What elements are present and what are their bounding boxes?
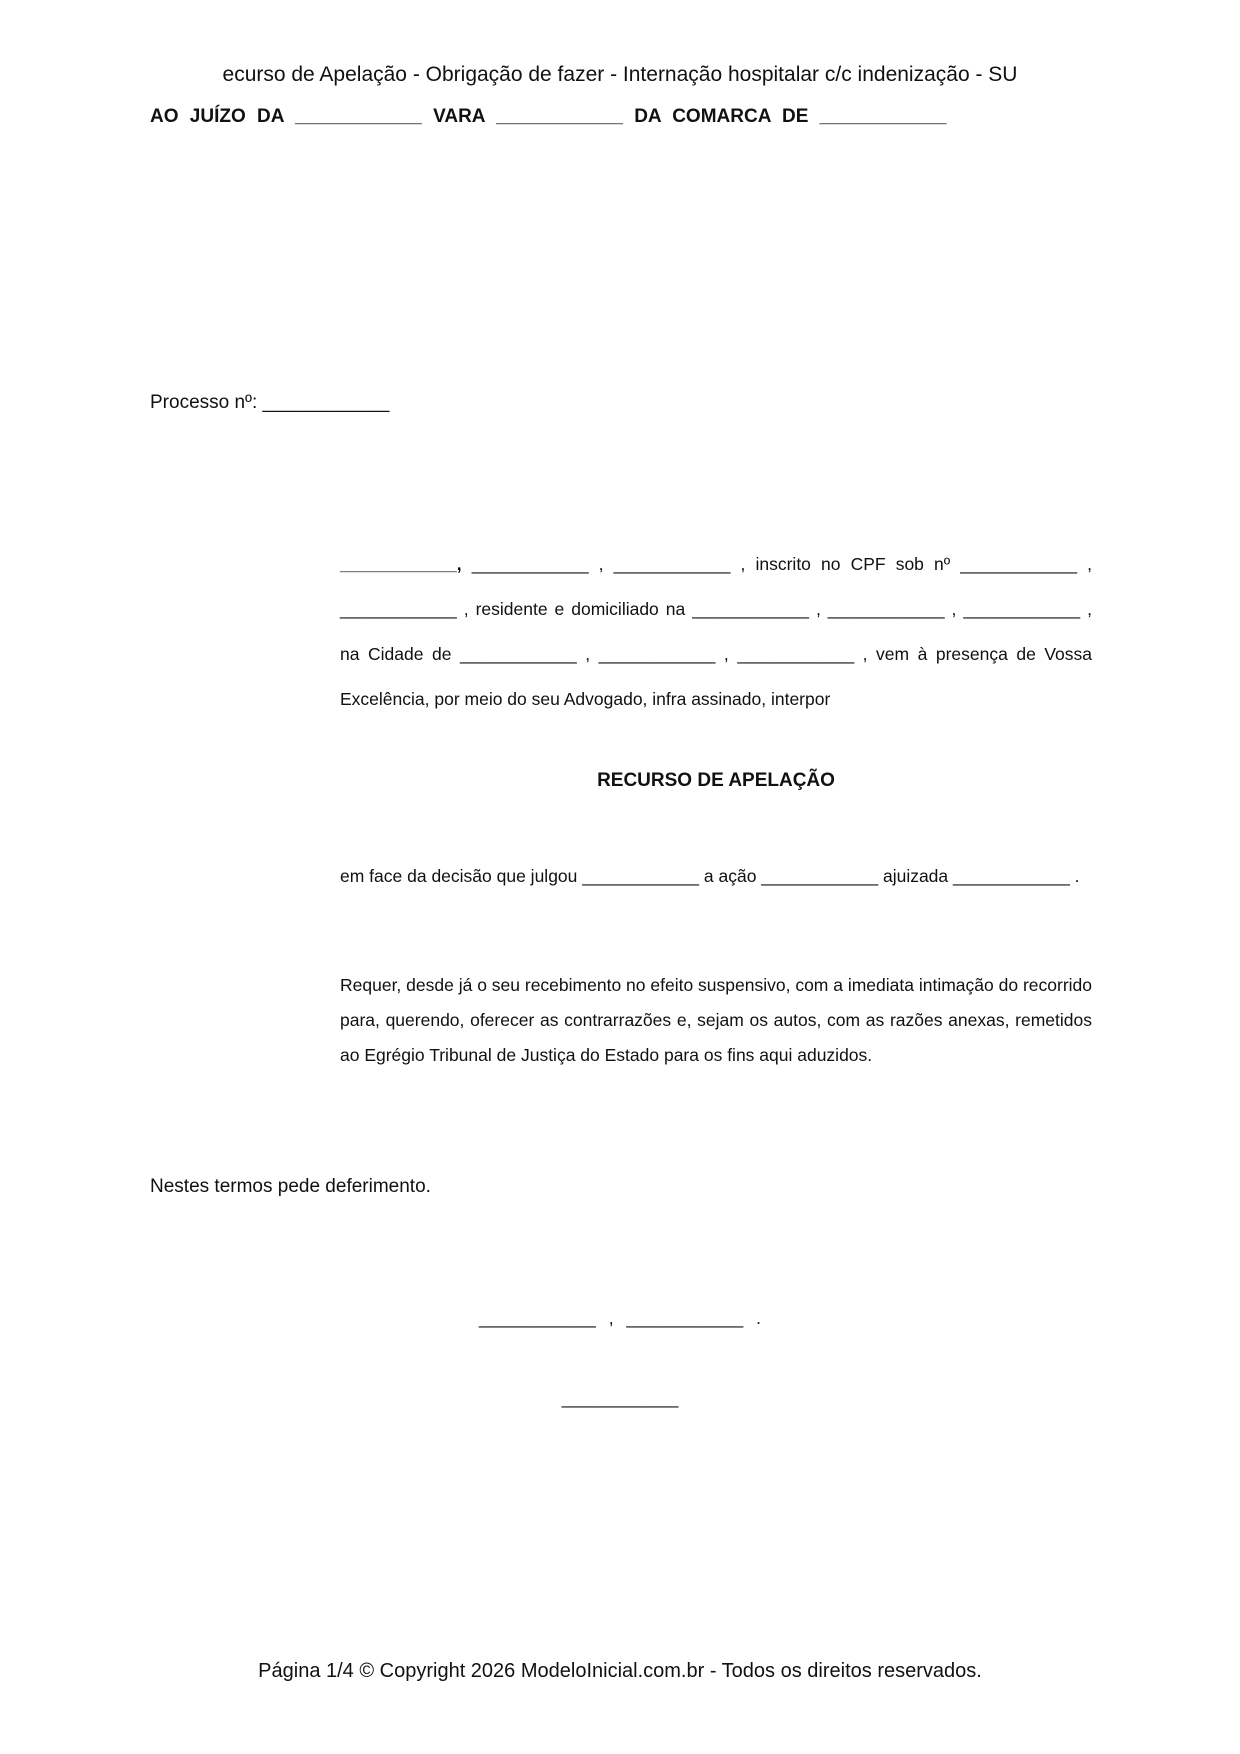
request-paragraph: Requer, desde já o seu recebimento no efeito suspensivo, com a imediata intimação do recorrido para, querendo, oferecer as contrarrazões e, sejam os autos, com as razões anexas, remetidos ao Egrégio Tribunal de Justiça do Estado para os fins aqui aduzidos. — [340, 974, 1092, 1065]
document-title: RECURSO DE APELAÇÃO — [597, 770, 835, 791]
appeal-paragraph: em face da decisão que julgou ____________ a ação ____________ ajuizada ____________ . — [340, 865, 1080, 886]
closing-line: Nestes termos pede deferimento. — [150, 1176, 431, 1197]
court-address-heading: AO JUÍZO DA ____________ VARA ____________ DA COMARCA DE ____________ — [150, 106, 947, 127]
signature-line: ____________ — [561, 1388, 679, 1408]
appellant-name-blank: ____________, — [340, 553, 462, 574]
date-place-line: ____________ , ____________ . — [479, 1308, 761, 1328]
document-header-title: ecurso de Apelação - Obrigação de fazer - Internação hospitalar c/c indenização - SU — [222, 63, 1018, 86]
qualification-text: ____________ , ____________ , inscrito no CPF sob nº ____________ , ____________ , residente e domiciliado na ____________ , ____________ , ____________ , na Cidade de ____________ , ____________ , ____________ , vem à presença de Vossa Excelência, por meio do seu Advogado, infra assinado, interpor — [340, 553, 1092, 709]
process-number-line: Processo nº: ____________ — [150, 392, 390, 413]
qualification-paragraph — [340, 542, 1092, 722]
page-footer: Página 1/4 © Copyright 2026 ModeloInicial.com.br - Todos os direitos reservados. — [258, 1660, 982, 1682]
